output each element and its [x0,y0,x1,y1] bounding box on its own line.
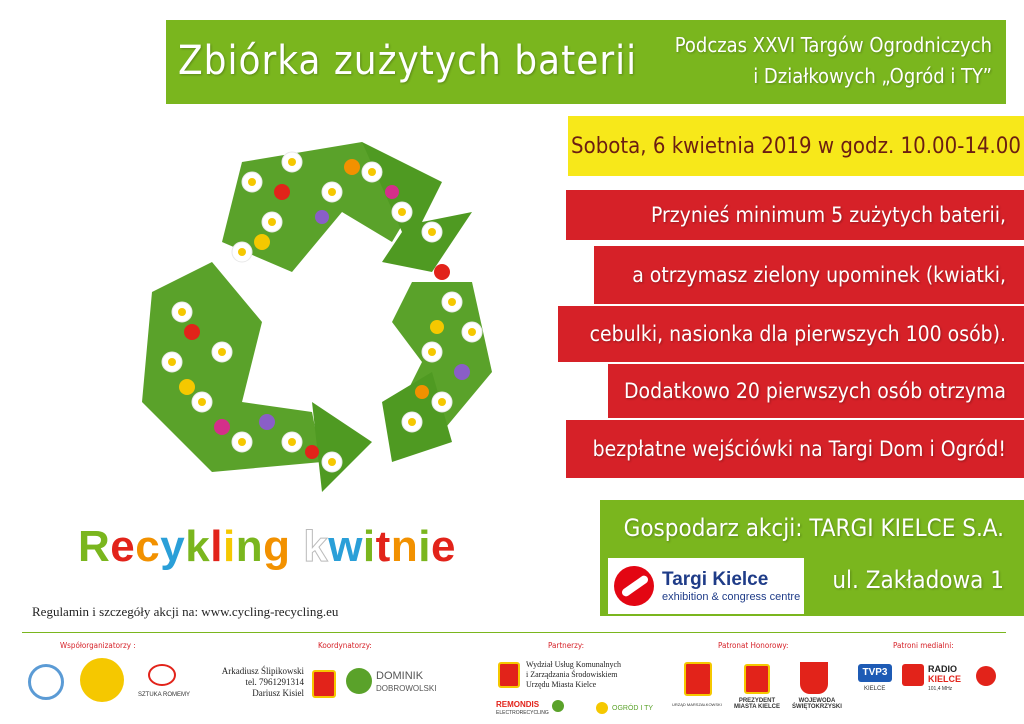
radio-kielce-icon [902,664,924,686]
radio-sub: KIELCE [928,674,962,684]
wojewoda-line-1: WOJEWODA [798,698,836,704]
dominik-label: DOMINIK [376,670,424,682]
em-logo-icon [976,666,996,686]
coorganizers-heading: Współorganizatorzy : [60,641,136,650]
floral-recycle-symbol-icon [92,122,512,512]
media-heading: Patroni medialni: [893,641,954,650]
info-line-5: bezpłatne wejściówki na Targi Dom i Ogród! [566,420,1024,478]
coordinators-heading: Koordynatorzy: [318,641,372,650]
slogan [78,522,456,572]
coorganizer-logo-2 [80,658,124,702]
prezydent-line-2: MIASTA KIELCE [734,704,780,710]
info-line-2: a otrzymasz zielony upominek (kwiatki, [594,246,1024,304]
kielce-crest-icon [312,670,336,698]
slogan-letter: l [210,522,223,571]
host-name: Gospodarz akcji: TARGI KIELCE S.A. [623,514,1004,542]
targi-kielce-name: Targi Kielce [662,569,769,590]
slogan-letter: y [160,522,186,571]
wydzial-line-2: i Zarządzania Środowiskiem [526,670,618,679]
wojewoda-line-2: ŚWIĘTOKRZYSKI [792,704,842,710]
info-line-3: cebulki, nasionka dla pierwszych 100 osób). [558,306,1024,362]
partner-wydzial [526,660,621,690]
info-line-4: Dodatkowo 20 pierwszych osób otrzyma [608,364,1024,418]
slogan-letter: i [362,522,376,571]
partner-crest-icon [498,662,520,688]
remondis-label: REMONDIS [496,700,540,709]
slogan-letter: R [78,522,111,571]
slogan-letter: i [222,522,236,571]
targi-kielce-logo [608,558,804,614]
event-date: Sobota, 6 kwietnia 2019 w godz. 10.00-14.00 [571,133,1021,159]
slogan-letter: n [390,522,419,571]
slogan-letter: c [135,522,161,571]
prezydent-crest-icon [744,664,770,694]
ogrod-label: OGRÓD I TY [612,705,654,712]
targi-kielce-emblem-icon [614,566,654,606]
radio-freq: 101,4 MHz [928,686,953,692]
title-banner [166,20,1006,104]
tvp3-sub: KIELCE [864,686,886,692]
dominik-sub: DOBROWOLSKI [376,684,437,693]
coordinator-names [214,666,304,699]
subtitle-line-1: Podczas XXVI Targów Ogrodniczych [674,33,992,57]
event-title: Zbiórka zużytych baterii [178,38,638,84]
slogan-letter: g [263,522,291,571]
slogan-letter: i [418,522,431,571]
dominik-leaf-icon [346,668,372,694]
wojewoda-label [792,698,842,710]
host-address: ul. Zakładowa 1 [832,566,1004,594]
divider [22,632,1006,633]
coordinator-phone: tel. 7961291314 [245,677,304,687]
slogan-letter: k [185,522,211,571]
urzad-crest-icon [684,662,712,696]
sztuka-logo-icon [148,664,176,686]
slogan-letter: e [110,522,136,571]
subtitle-line-2: i Działkowych „Ogród i TY” [753,64,992,88]
slogan-letter: k [303,522,329,571]
coorganizer-logo-1 [28,664,64,700]
prezydent-label [734,698,780,710]
wydzial-line-3: Urzędu Miasta Kielce [526,680,597,689]
prezydent-line-1: PREZYDENT [738,698,776,704]
slogan-letter [290,522,303,571]
sztuka-label: SZTUKA ROMEMY [138,692,191,698]
erp-icon [552,700,564,712]
tvp3-logo: TVP3 [858,664,892,682]
urzad-label: URZĄD MARSZAŁKOWSKI [672,702,722,707]
radio-label: RADIO [928,664,957,674]
slogan-letter: w [328,522,363,571]
honorary-heading: Patronat Honorowy: [718,641,789,650]
coordinator-2: Dariusz Kisiel [252,688,304,698]
partners-heading: Partnerzy: [548,641,584,650]
slogan-letter: t [375,522,391,571]
slogan-letter: n [235,522,264,571]
event-subtitle [675,30,992,92]
electro-label: ELECTRORECYCLING [496,710,549,716]
wydzial-line-1: Wydział Usług Komunalnych [526,660,622,669]
rules-text: Regulamin i szczegóły akcji na: www.cycling-recycling.eu [32,604,339,619]
coordinator-1: Arkadiusz Ślipikowski [221,666,304,676]
info-line-1: Przynieś minimum 5 zużytych baterii, [566,190,1024,240]
wojewoda-eagle-icon [800,662,828,694]
targi-kielce-tagline: exhibition & congress centre [662,591,801,603]
ogrod-icon [596,702,608,714]
slogan-letter: e [430,522,456,571]
date-banner [568,116,1024,176]
